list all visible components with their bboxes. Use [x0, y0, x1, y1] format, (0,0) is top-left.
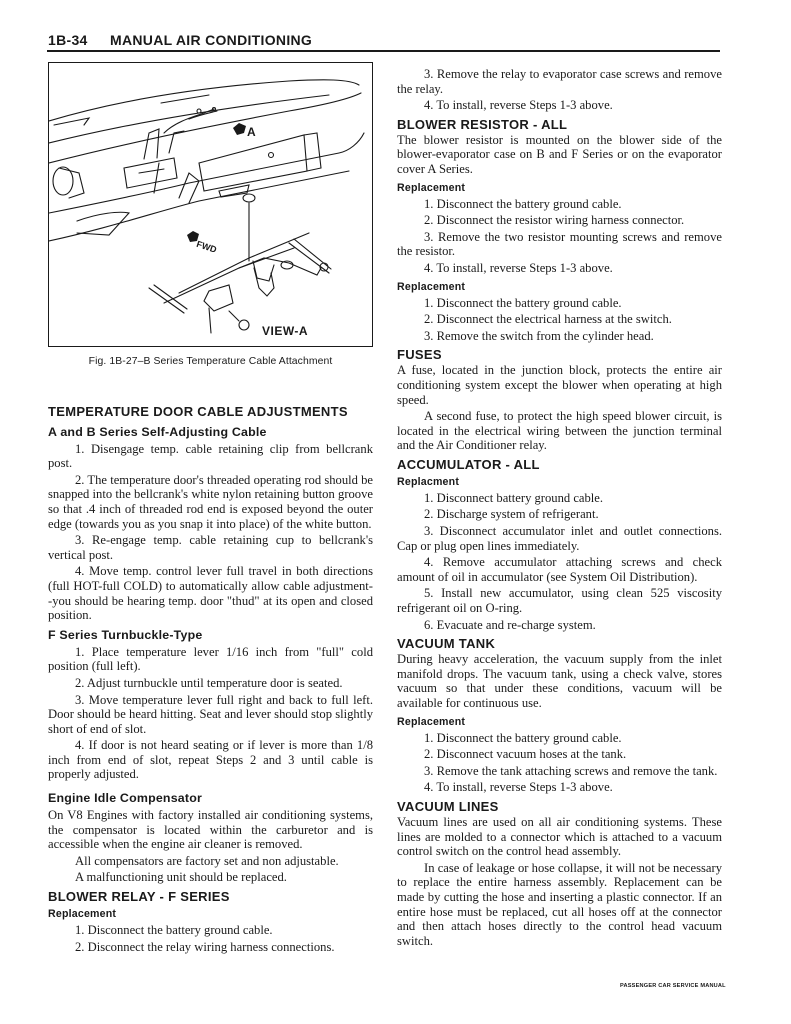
f-step-1: 1. Place temperature lever 1/16 inch from "full" cold position (full left).: [48, 644, 373, 674]
heading-vacuum-lines: VACUUM LINES: [397, 798, 499, 814]
vacuum-tank-replacement-label: Replacement: [397, 715, 466, 728]
resistor-step-1: 1. Disconnect the battery ground cable.: [424, 196, 622, 211]
ab-step-3: 3. Re-engage temp. cable retaining cup to bellcrank's vertical post.: [48, 533, 373, 562]
heading-vacuum-tank: VACUUM TANK: [397, 636, 496, 652]
figure-caption: Fig. 1B-27–B Series Temperature Cable Attachment: [88, 356, 333, 367]
heading-blower-resistor: BLOWER RESISTOR - ALL: [397, 116, 568, 132]
accumulator-step-4: 4. Remove accumulator attaching screws and check amount of oil in accumulator (see System Oil Distribution).: [397, 555, 722, 584]
idle-compensator-note-1: All compensators are factory set and non adjustable.: [75, 853, 339, 868]
page-footer: PASSENGER CAR SERVICE MANUAL: [620, 983, 726, 989]
view-callout-label: A: [247, 125, 256, 139]
f-step-2: 2. Adjust turnbuckle until temperature door is seated.: [75, 675, 343, 690]
subheading-ab-series: A and B Series Self-Adjusting Cable: [48, 424, 267, 439]
ab-step-4: 4. Move temp. control lever full travel in both directions (full HOT-full COLD) to automatically allow cable adjustment--you should be hearing temp. door "thud" at its open and closed position.: [48, 564, 373, 623]
page-number: 1B-34: [48, 32, 88, 48]
accumulator-step-6: 6. Evacuate and re-charge system.: [424, 617, 596, 632]
resistor-step-4: 4. To install, reverse Steps 1-3 above.: [424, 260, 613, 275]
accumulator-step-2: 2. Discharge system of refrigerant.: [424, 507, 599, 522]
heading-temperature-door: TEMPERATURE DOOR CABLE ADJUSTMENTS: [48, 403, 348, 419]
resistor-step-2: 2. Disconnect the resistor wiring harness connector.: [424, 213, 685, 228]
section-title: MANUAL AIR CONDITIONING: [110, 32, 313, 48]
heading-fuses: FUSES: [397, 347, 442, 363]
heading-accumulator: ACCUMULATOR - ALL: [397, 456, 540, 472]
blower-relay-step-2: 2. Disconnect the relay wiring harness connections.: [75, 939, 335, 954]
f-step-3: 3. Move temperature lever full right and back to full left. Door should be heard hitting. Seat and lever should stop slightly short of end of slot.: [48, 692, 373, 736]
ab-step-2: 2. The temperature door's threaded operating rod should be snapped into the bellcrank's white nylon retaining button groove so that .4 inch of threaded rod end is exposed beyond the outer edge (towards you as you snap it into place) of the white button.: [48, 472, 373, 531]
idle-compensator-note-2: A malfunctioning unit should be replaced.: [75, 870, 287, 885]
switch-step-1: 1. Disconnect the battery ground cable.: [424, 295, 622, 310]
blower-resistor-body: The blower resistor is mounted on the blower side of the blower-evaporator case on B and F Series or on the evaporator cover A Series.: [397, 132, 722, 176]
accumulator-step-5: 5. Install new accumulator, using clean 525 viscosity refrigerant oil on O-ring.: [397, 586, 722, 616]
f-step-4: 4. If door is not heard seating or if lever is more than 1/8 inch from end of slot, repeat Steps 2 and 3 until cable is properly adjusted.: [48, 738, 373, 782]
vacuum-lines-body-2: In case of leakage or hose collapse, it will not be necessary to replace the entire harness assembly. Replacement can be made by cutting the hose and inserting a plastic connector. If an entire hose must be replaced, cut all hoses off at the connector and then attach hoses directly to the control head vacuum switch.: [397, 860, 722, 948]
vacuum-tank-body: During heavy acceleration, the vacuum supply from the inlet manifold drops. The vacuum tank, using a check valve, stores vacuum so that under these conditions, vacuum will be available for continuous use.: [397, 652, 722, 710]
subheading-f-series: F Series Turnbuckle-Type: [48, 627, 203, 642]
idle-compensator-body: On V8 Engines with factory installed air conditioning systems, the compensator is located within the carburetor and is accessible when the engine air cleaner is removed.: [48, 808, 373, 852]
resistor-step-3: 3. Remove the two resistor mounting screws and remove the resistor.: [397, 229, 722, 259]
dashboard-line-illustration: [49, 63, 372, 346]
accumulator-step-3: 3. Disconnect accumulator inlet and outlet connections. Cap or plug open lines immediately.: [397, 524, 722, 553]
vacuum-tank-step-2: 2. Disconnect vacuum hoses at the tank.: [424, 747, 627, 762]
blower-relay-step-4: 4. To install, reverse Steps 1-3 above.: [424, 98, 613, 113]
switch-replacement-label: Replacement: [397, 280, 466, 293]
accumulator-replacement-label: Replacment: [397, 475, 460, 488]
heading-blower-relay: BLOWER RELAY - F SERIES: [48, 889, 230, 905]
blower-relay-replacement-label: Replacement: [48, 908, 117, 921]
fuses-body-1: A fuse, located in the junction block, protects the entire air conditioning system except the blower when operating at high speed.: [397, 363, 722, 407]
figure-temperature-cable: [48, 62, 373, 347]
blower-relay-step-1: 1. Disconnect the battery ground cable.: [75, 923, 273, 938]
view-label: VIEW-A: [262, 324, 309, 338]
subheading-idle-compensator: Engine Idle Compensator: [48, 791, 202, 806]
blower-resistor-replacement-label: Replacement: [397, 181, 466, 194]
switch-step-2: 2. Disconnect the electrical harness at the switch.: [424, 312, 672, 327]
page-header: [47, 30, 720, 52]
vacuum-tank-step-4: 4. To install, reverse Steps 1-3 above.: [424, 780, 613, 795]
right-column: [397, 67, 722, 948]
fuses-body-2: A second fuse, to protect the high speed blower circuit, is located in the electrical wiring between the junction terminal and the Air Conditioner relay.: [397, 409, 722, 453]
view-a-callout-arrow-icon: [233, 123, 246, 135]
vacuum-tank-step-3: 3. Remove the tank attaching screws and remove the tank.: [424, 763, 718, 778]
forward-label: FWD: [195, 238, 218, 255]
ab-step-1: 1. Disengage temp. cable retaining clip from bellcrank post.: [48, 441, 373, 471]
switch-step-3: 3. Remove the switch from the cylinder head.: [424, 328, 654, 343]
blower-relay-step-3: 3. Remove the relay to evaporator case screws and remove the relay.: [397, 67, 722, 96]
accumulator-step-1: 1. Disconnect battery ground cable.: [424, 490, 604, 505]
left-column: [48, 62, 373, 954]
vacuum-tank-step-1: 1. Disconnect the battery ground cable.: [424, 730, 622, 745]
vacuum-lines-body-1: Vacuum lines are used on all air conditioning systems. These lines are molded to a connector which is attached to a vacuum control switch on the control head assembly.: [397, 814, 722, 859]
